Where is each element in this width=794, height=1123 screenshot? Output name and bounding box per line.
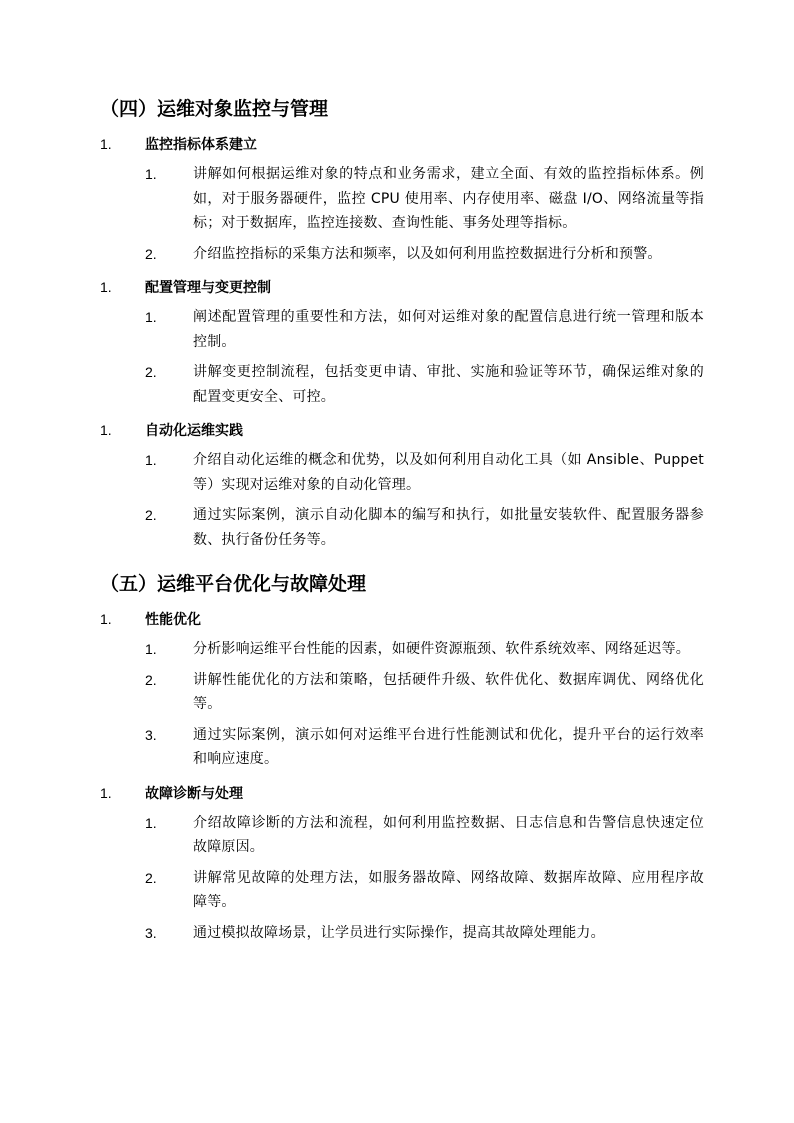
subsection [100, 782, 704, 946]
subsection-title-row [100, 419, 704, 442]
list-item [100, 305, 704, 354]
list-item [100, 503, 704, 552]
list-item-text: 通过模拟故障场景，让学员进行实际操作，提高其故障处理能力。 [193, 924, 605, 941]
subsection [100, 276, 704, 409]
subsection [100, 608, 704, 772]
section-heading: （五）运维平台优化与故障处理 [100, 573, 367, 595]
list-item-number: 2. [145, 364, 157, 380]
list-item-number: 1. [145, 452, 157, 468]
list-item-text: 阐述配置管理的重要性和方法，如何对运维对象的配置信息进行统一管理和版本控制。 [193, 309, 704, 350]
list-item-number: 1. [145, 641, 157, 657]
list-item-number: 1. [145, 814, 157, 831]
section-heading: （四）运维对象监控与管理 [100, 98, 329, 120]
list-item-number: 2. [145, 245, 157, 262]
subsection-title: 自动化运维实践 [145, 423, 243, 439]
list-item-text: 讲解性能优化的方法和策略，包括硬件升级、软件优化、数据库调优、网络优化等。 [193, 671, 704, 712]
item-list [100, 162, 704, 266]
list-item [100, 360, 704, 409]
list-item [100, 723, 704, 772]
subsection-number: 1. [100, 136, 112, 152]
list-item-text: 介绍自动化运维的概念和优势，以及如何利用自动化工具（如 Ansible、Puppet 等）实现对运维对象的自动化管理。 [193, 452, 704, 493]
list-item-number: 1. [145, 309, 157, 325]
subsection-title-row [100, 782, 704, 805]
list-item-number: 2. [145, 671, 157, 688]
list-item [100, 668, 704, 717]
subsection-number: 1. [100, 422, 112, 438]
subsection-title: 配置管理与变更控制 [145, 280, 271, 296]
subsection-number: 1. [100, 784, 112, 801]
item-list [100, 448, 704, 552]
list-item-text: 讲解变更控制流程，包括变更申请、审批、实施和验证等环节，确保运维对象的配置变更安全、可控。 [193, 364, 704, 405]
list-item-text: 介绍监控指标的采集方法和频率，以及如何利用监控数据进行分析和预警。 [193, 245, 662, 262]
subsection-number: 1. [100, 611, 112, 627]
list-item-number: 3. [145, 726, 157, 743]
list-item-text: 讲解如何根据运维对象的特点和业务需求，建立全面、有效的监控指标体系。例如，对于服务器硬件，监控 CPU 使用率、内存使用率、磁盘 I/O、网络流量等指标；对于数据库，监控连接数、查询性能、事务处理等指标。 [193, 166, 704, 231]
list-item-number: 1. [145, 166, 157, 182]
subsection-title-row [100, 276, 704, 299]
list-item [100, 921, 704, 946]
list-item-text: 讲解常见故障的处理方法，如服务器故障、网络故障、数据库故障、应用程序故障等。 [193, 869, 704, 910]
subsection-title-row [100, 608, 704, 631]
subsection [100, 133, 704, 266]
list-item-number: 2. [145, 869, 157, 886]
subsection-number: 1. [100, 279, 112, 295]
list-item-text: 分析影响运维平台性能的因素，如硬件资源瓶颈、软件系统效率、网络延迟等。 [193, 641, 690, 657]
subsection [100, 419, 704, 552]
item-list [100, 305, 704, 409]
subsection-title: 监控指标体系建立 [145, 137, 257, 153]
subsection-title: 故障诊断与处理 [145, 785, 243, 802]
list-item [100, 637, 704, 662]
list-item-text: 通过实际案例，演示如何对运维平台进行性能测试和优化，提升平台的运行效率和响应速度。 [193, 726, 704, 767]
list-item-number: 2. [145, 507, 157, 523]
list-item-number: 3. [145, 924, 157, 941]
section-2 [100, 570, 704, 945]
list-item [100, 448, 704, 497]
list-item [100, 162, 704, 236]
list-item-text: 通过实际案例，演示自动化脚本的编写和执行，如批量安装软件、配置服务器参数、执行备份任务等。 [193, 507, 704, 548]
item-list [100, 811, 704, 946]
subsection-title-row [100, 133, 704, 156]
list-item [100, 866, 704, 915]
list-item [100, 811, 704, 860]
item-list [100, 637, 704, 772]
list-item-text: 介绍故障诊断的方法和流程，如何利用监控数据、日志信息和告警信息快速定位故障原因。 [193, 814, 704, 855]
subsection-title: 性能优化 [145, 612, 201, 628]
list-item [100, 242, 704, 267]
section-1 [100, 95, 704, 552]
